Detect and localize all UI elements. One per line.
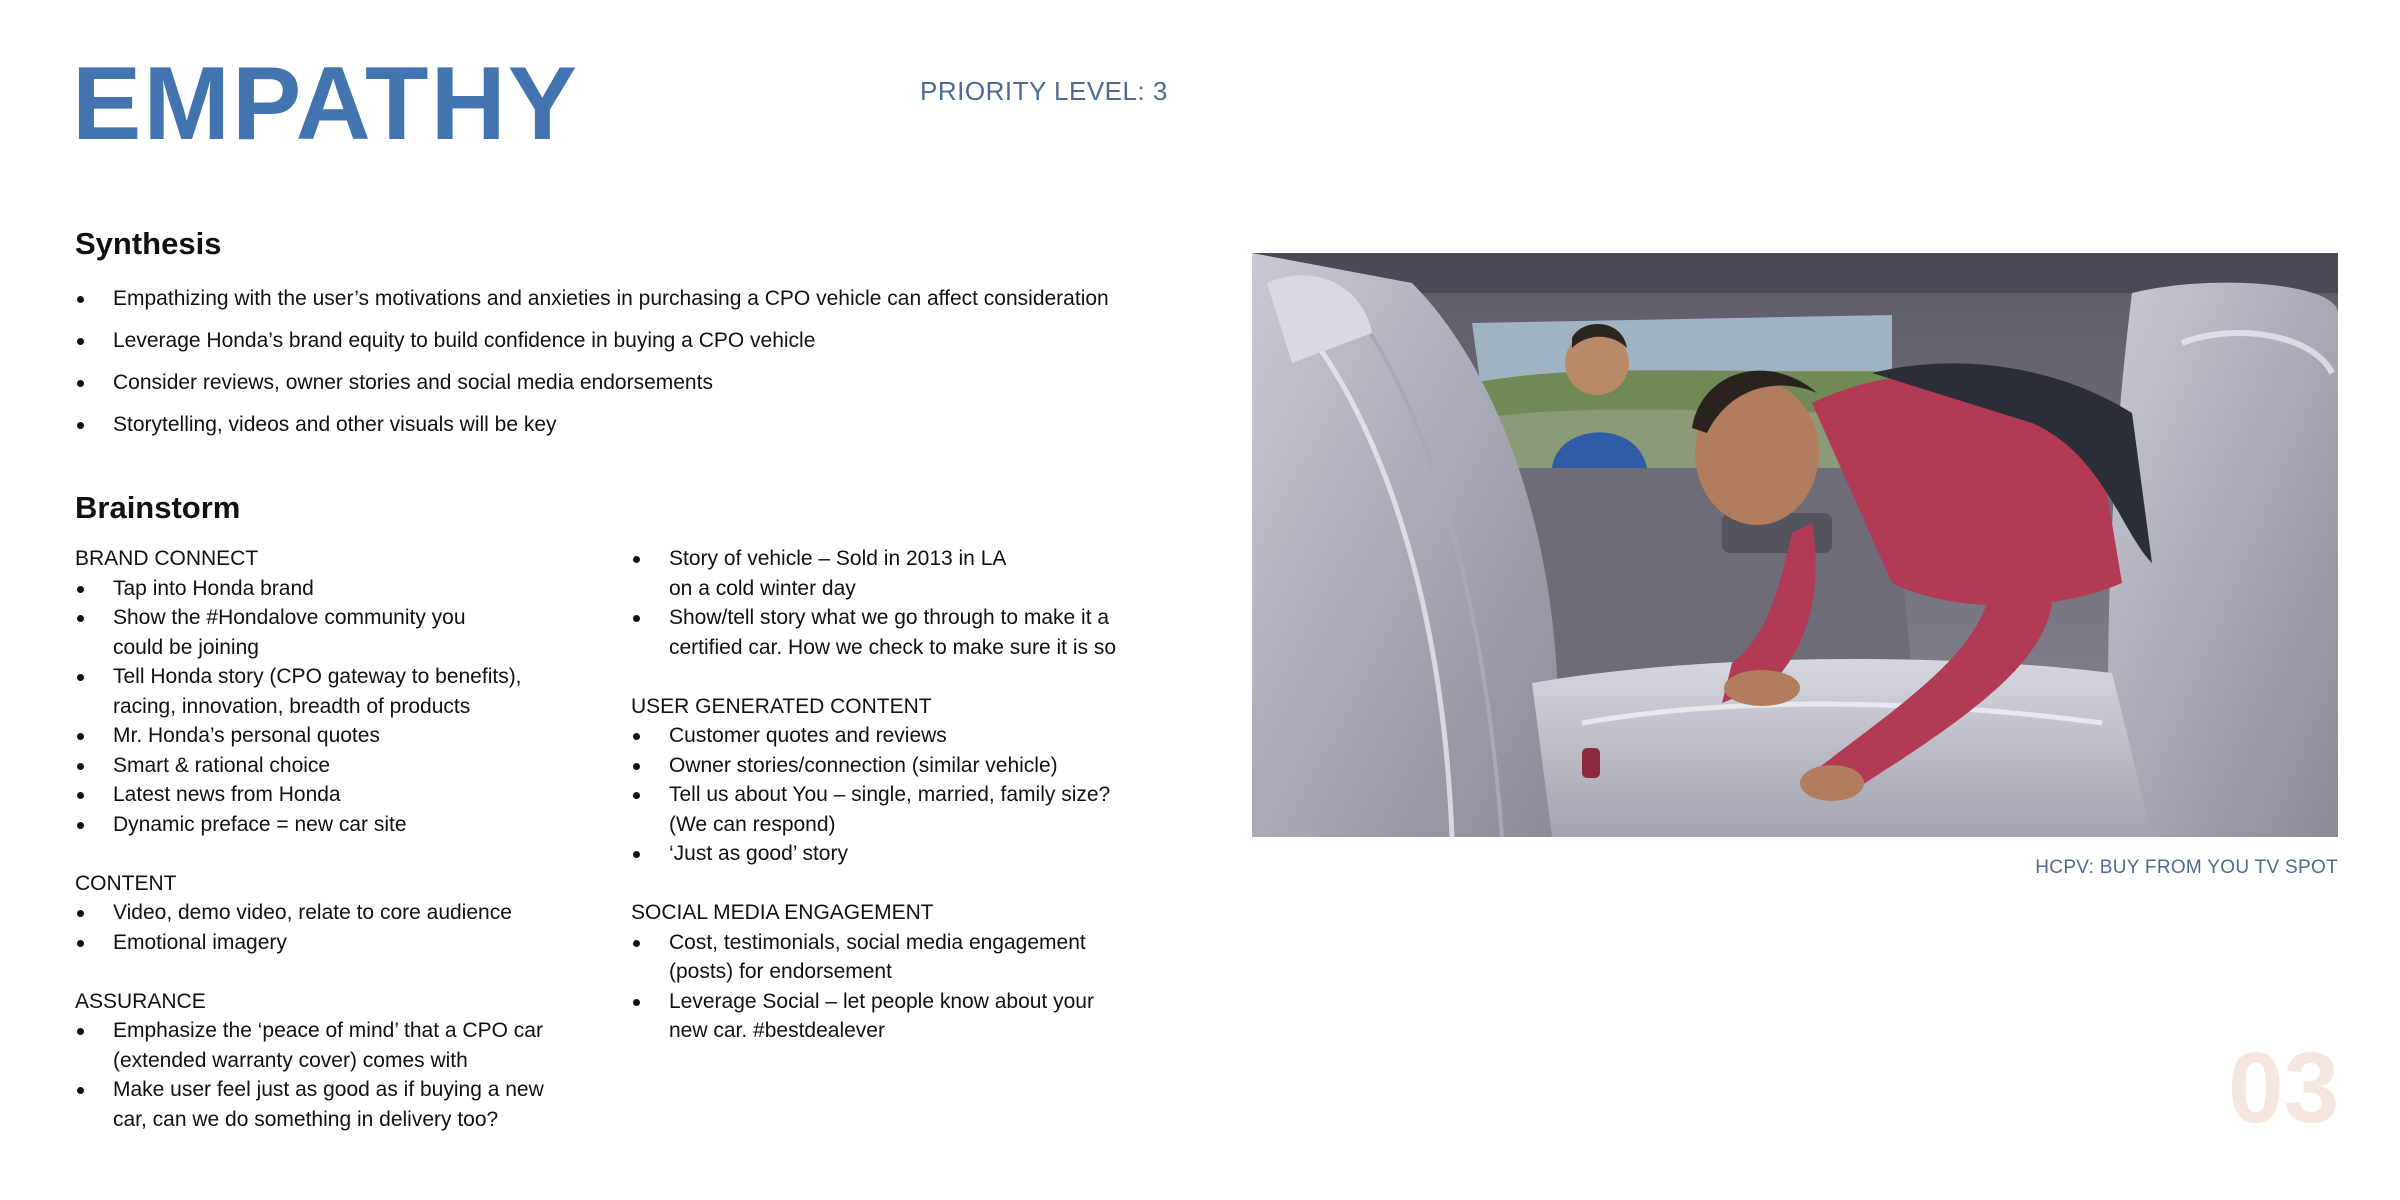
list-item: Storytelling, videos and other visuals will be key (75, 404, 1109, 446)
list-item: Show/tell story what we go through to make it a certified car. How we check to make sure it is so (631, 603, 1136, 662)
image-caption: HCPV: BUY FROM YOU TV SPOT (2035, 857, 2338, 878)
list-item: Latest news from Honda (75, 780, 595, 810)
list-item: Emotional imagery (75, 928, 595, 958)
tv-spot-image (1252, 253, 2338, 837)
content-heading: CONTENT (75, 871, 177, 895)
priority-level: PRIORITY LEVEL: 3 (920, 76, 1168, 106)
list-item: Empathizing with the user’s motivations and anxieties in purchasing a CPO vehicle can affect consideration (75, 278, 1109, 320)
brainstorm-heading: Brainstorm (75, 490, 241, 525)
synthesis-heading: Synthesis (75, 226, 222, 261)
brand-connect-heading: BRAND CONNECT (75, 547, 259, 570)
list-item: Smart & rational choice (75, 751, 595, 781)
list-item: Dynamic preface = new car site (75, 810, 595, 840)
list-item: Make user feel just as good as if buying a new car, can we do something in delivery too? (75, 1075, 595, 1134)
content-list (75, 898, 595, 957)
social-list (631, 928, 1136, 1046)
assurance-list (75, 1016, 595, 1134)
story-list (631, 544, 1136, 662)
list-item: ‘Just as good’ story (631, 839, 1136, 869)
list-item: Show the #Hondalove community you could be joining (75, 603, 595, 662)
brainstorm-left-column (75, 544, 595, 1164)
list-item: Mr. Honda’s personal quotes (75, 721, 595, 751)
list-item: Tell Honda story (CPO gateway to benefits), racing, innovation, breadth of products (75, 662, 595, 721)
list-item: Cost, testimonials, social media engagement (posts) for endorsement (631, 928, 1136, 987)
social-heading: SOCIAL MEDIA ENGAGEMENT (631, 901, 934, 924)
assurance-heading: ASSURANCE (75, 989, 206, 1013)
brainstorm-right-column (631, 544, 1136, 1075)
brand-connect-list (75, 574, 595, 840)
synthesis-list (75, 278, 1109, 446)
list-item: Emphasize the ‘peace of mind’ that a CPO car (extended warranty cover) comes with (75, 1016, 595, 1075)
list-item: Leverage Social – let people know about your new car. #bestdealever (631, 987, 1136, 1046)
page-title: EMPATHY (72, 46, 580, 162)
page-number: 03 (2228, 1032, 2340, 1144)
list-item: Owner stories/connection (similar vehicle) (631, 751, 1136, 781)
list-item: Consider reviews, owner stories and social media endorsements (75, 362, 1109, 404)
list-item: Tap into Honda brand (75, 574, 595, 604)
list-item: Leverage Honda’s brand equity to build confidence in buying a CPO vehicle (75, 320, 1109, 362)
list-item: Story of vehicle – Sold in 2013 in LA on a cold winter day (631, 544, 1136, 603)
list-item: Video, demo video, relate to core audience (75, 898, 595, 928)
user-generated-list (631, 721, 1136, 869)
list-item: Tell us about You – single, married, family size? (We can respond) (631, 780, 1136, 839)
user-generated-heading: USER GENERATED CONTENT (631, 694, 932, 718)
list-item: Customer quotes and reviews (631, 721, 1136, 751)
